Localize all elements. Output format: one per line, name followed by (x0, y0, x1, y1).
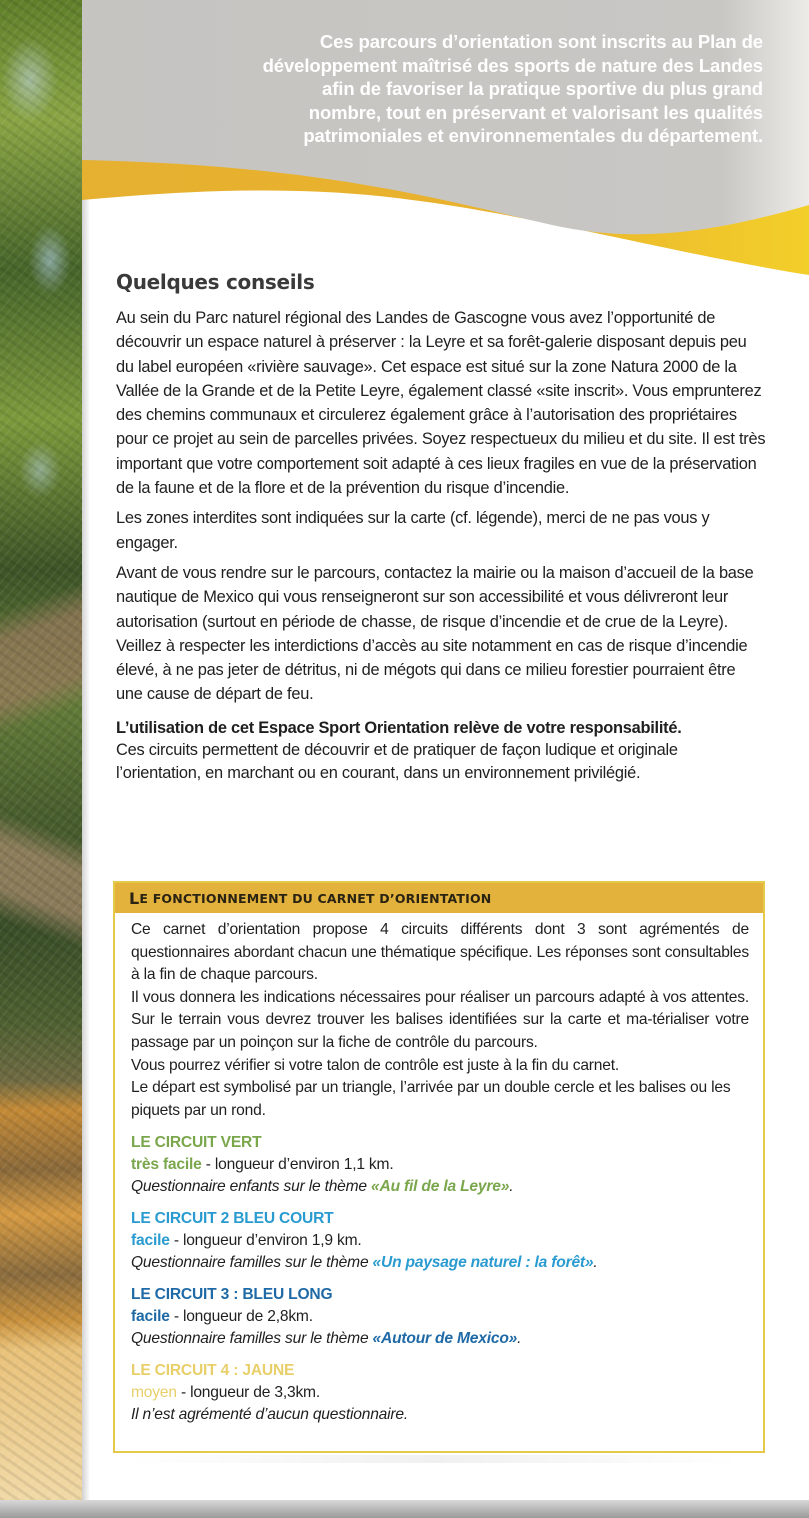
carnet-info-box (113, 881, 765, 1453)
circuit-title: LE CIRCUIT 2 BLEU COURT (131, 1210, 334, 1228)
responsibility-detail: Ces circuits permettent de découvrir et de pratiquer de façon ludique et originale l’orientation, en marchant ou en courant, dans un environnement privilégié. (116, 741, 678, 782)
advice-paragraph: Au sein du Parc naturel régional des Landes de Gascogne vous avez l’opportunité de découvrir un espace naturel à préserver : la Leyre et sa forêt-galerie disposant depuis peu du label européen «rivière sauvage». Cet espace est situé sur la zone Natura 2000 de la Vallée de la Grande et de la Petite Leyre, également classé «site inscrit». Vous emprunterez des chemins communaux et circulerez également grâce à l’autorisation des propriétaires pour ce projet au sein de parcelles privées. Soyez respectueux du milieu et du site. Il est très important que votre comportement soit adapté à ces lieux fragiles en vue de la préservation de la faune et de la flore et de la prévention du risque d’incendie. (116, 309, 766, 498)
section-title: Quelques conseils (116, 270, 315, 294)
circuit-length (131, 1306, 749, 1328)
circuit-length-text: - longueur de 2,8km. (169, 1308, 313, 1326)
intro-line: nombre, tout en préservant et valorisant les qualités (308, 101, 763, 123)
box-paragraph: Le départ est symbolisé par un triangle, l’arrivée par un double cercle et les balises ou les piquets par un rond. (131, 1079, 731, 1119)
intro-line: développement maîtrisé des sports de nature des Landes (262, 54, 763, 76)
circuit-theme (131, 1176, 749, 1198)
responsibility-paragraph (116, 717, 766, 785)
circuit-length (131, 1230, 749, 1252)
circuit-level: moyen (131, 1384, 177, 1402)
circuit-green (131, 1132, 749, 1198)
responsibility-statement: L’utilisation de cet Espace Sport Orientation relève de votre responsabilité. (116, 718, 682, 737)
circuit-title: LE CIRCUIT 3 : BLEU LONG (131, 1286, 333, 1304)
circuit-level: facile (131, 1308, 170, 1326)
info-box-header (115, 883, 763, 913)
theme-prefix: Questionnaire familles sur le thème (131, 1254, 373, 1272)
circuit-level: facile (131, 1232, 170, 1250)
circuit-length (131, 1154, 749, 1176)
theme-suffix: . (509, 1178, 514, 1196)
box-paragraph: Vous pourrez vérifier si votre talon de contrôle est juste à la fin du carnet. (131, 1056, 619, 1074)
circuit-theme (131, 1252, 749, 1274)
circuit-level: très facile (131, 1156, 202, 1174)
circuit-title: LE CIRCUIT 4 : JAUNE (131, 1362, 295, 1380)
circuit-length-text: - longueur d’environ 1,1 km. (201, 1156, 394, 1174)
advice-section (116, 270, 766, 790)
info-box-body (115, 913, 763, 1426)
intro-text (140, 30, 763, 148)
theme-prefix: Questionnaire enfants sur le thème (131, 1178, 372, 1196)
forest-river-photo (0, 0, 82, 1500)
circuit-length-text: - longueur de 3,3km. (176, 1384, 320, 1402)
info-box-title-initial: L (129, 888, 140, 908)
circuit-yellow (131, 1360, 749, 1426)
theme-prefix: Questionnaire familles sur le thème (131, 1330, 373, 1348)
advice-paragraph: Les zones interdites sont indiquées sur la carte (cf. légende), merci de ne pas vous y engager. (116, 509, 710, 552)
circuit-blue-short (131, 1208, 749, 1274)
intro-line: afin de favoriser la pratique sportive du plus grand (322, 78, 763, 99)
box-shadow (125, 1455, 745, 1463)
info-box-title: E FONCTIONNEMENT DU CARNET D’ORIENTATION (139, 890, 492, 906)
theme-suffix: . (517, 1330, 522, 1348)
intro-line: Ces parcours d’orientation sont inscrits au Plan de (319, 31, 763, 52)
circuit-length (131, 1382, 749, 1404)
theme-name: «Au fil de la Leyre» (371, 1178, 510, 1196)
circuit-theme (131, 1328, 749, 1350)
box-paragraph: Ce carnet d’orientation propose 4 circuits différents dont 3 sont agrémentés de questionnaires abordant chacun une thématique spécifique. Les réponses sont consultables à la fin de chaque parcours. (131, 921, 749, 984)
box-paragraph: Il vous donnera les indications nécessaires pour réaliser un parcours adapté à vos attentes. Sur le terrain vous devrez trouver les balises identifiées sur la carte et ma-térialiser votre passage par un poinçon sur la fiche de contrôle du parcours. (131, 988, 749, 1051)
theme-suffix: . (593, 1254, 598, 1272)
intro-line: patrimoniales et environnementales du département. (303, 125, 763, 146)
circuit-length-text: - longueur d’environ 1,9 km. (169, 1232, 362, 1250)
theme-name: «Un paysage naturel : la forêt» (372, 1254, 594, 1272)
circuit-title: LE CIRCUIT VERT (131, 1134, 262, 1152)
circuit-blue-long (131, 1284, 749, 1350)
circuit-note: Il n’est agrémenté d’aucun questionnaire. (131, 1406, 409, 1424)
advice-paragraph: Avant de vous rendre sur le parcours, contactez la mairie ou la maison d’accueil de la base nautique de Mexico qui vous renseigneront sur son accessibilité et vous délivreront leur autorisation (surtout en période de chasse, de risque d’incendie et de crue de la Leyre). Veillez à respecter les interdictions d’accès au site notamment en cas de risque d’incendie élevé, à ne pas jeter de détritus, ni de mégots qui dans ce milieu forestier pourraient être une cause de départ de feu. (116, 563, 754, 704)
theme-name: «Autour de Mexico» (372, 1330, 518, 1348)
scan-bottom-edge (0, 1500, 809, 1518)
